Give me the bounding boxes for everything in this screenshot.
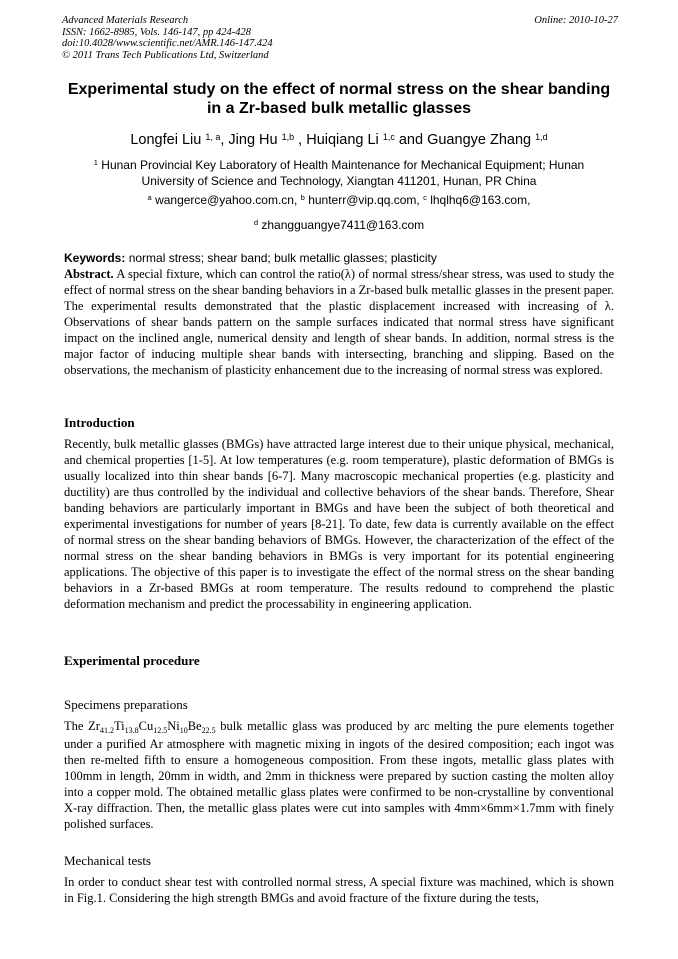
author-sup: 1,b xyxy=(281,132,295,142)
experimental-heading: Experimental procedure xyxy=(64,653,200,668)
text-fragment: bulk metallic glass was produced by arc melting the pure elements together under a purified Ar atmosphere with magnetic mixing in ingots of the desired composition; each ingot was then re-melted fifth to ensure a homogeneous composition. From these ingots, metallic glass plates with 100mm in length, 20mm in width, and 2mm in thickness were prepared by suction casting the molten alloy into a copper mold. The obtained metallic glass plates were confirmed to be non-crystalline by conventional X-ray diffraction. Then, the metallic glass plates were cut into samples with 4mm×6mm×1.7mm with finely polished surfaces. xyxy=(64,719,615,831)
affiliation-line-2: University of Science and Technology, Xiangtan 411201, Hunan, PR China xyxy=(141,174,537,188)
email-sup: a xyxy=(147,193,152,202)
specimens-text xyxy=(64,718,614,832)
author-name: Guangye Zhang xyxy=(427,132,532,148)
text-fragment: The xyxy=(64,719,84,733)
email-sup: c xyxy=(423,193,427,202)
element-sub: 22.5 xyxy=(201,726,216,735)
title-line-2: in a Zr-based bulk metallic glasses xyxy=(206,100,472,117)
author-sup: 1, a xyxy=(205,132,221,142)
copyright-line: © 2011 Trans Tech Publications Ltd, Switzerland xyxy=(62,49,269,61)
element-sub: 10 xyxy=(179,726,188,735)
email-b: hunterr@vip.qq.com, xyxy=(308,193,420,207)
abstract-text: A special fixture, which can control the ratio(λ) of normal stress/shear stress, was used to study the effect of normal stress on the shear banding behaviors in a Zr-based bulk metallic glasses in the present paper. The experimental results demonstrated that the plastic displacement increased with increasing of λ. Observations of shear bands pattern on the sample surfaces indicated that normal stress have significant impact on the inclined angle, numerical density and length of shear bands. In addition, normal stress is the major factor of inducing multiple shear bands with intersecting, branching and slipping. Based on the observations, the mechanism of plasticity enhancement due to the increasing of normal stress was explored. xyxy=(64,267,614,377)
online-date: Online: 2010-10-27 xyxy=(534,15,618,26)
affiliation-sup: 1 xyxy=(93,158,98,167)
element: Zr xyxy=(88,719,100,733)
issn-line: ISSN: 1662-8985, Vols. 146-147, pp 424-428 xyxy=(62,26,251,38)
email-sup: b xyxy=(300,193,305,202)
abstract-label: Abstract. xyxy=(64,267,114,281)
journal-name: Advanced Materials Research xyxy=(62,15,189,26)
email-sup: d xyxy=(253,218,259,227)
element: Ni xyxy=(167,719,180,733)
element: Ti xyxy=(113,719,125,733)
email-a: wangerce@yahoo.com.cn, xyxy=(155,193,298,207)
author-sup: 1,c xyxy=(382,132,395,142)
doi-line: doi:10.4028/www.scientific.net/AMR.146-147.424 xyxy=(62,38,273,49)
affiliation xyxy=(60,157,618,189)
author-sup: 1,d xyxy=(535,132,548,142)
keywords-text: normal stress; shear band; bulk metallic glasses; plasticity xyxy=(128,251,437,265)
introduction-text: Recently, bulk metallic glasses (BMGs) have attracted large interest due to their unique physical, mechanical, and chemical properties [1-5]. At low temperatures (e.g. room temperature), plastic deformation of BMGs is usually localized into thin shear bands [6-7]. Many macroscopic mechanical properties (e.g. plasticity and ductility) are thus controlled by the individual and collective behaviors of the shear bands. Therefore, Shear banding behaviors are particularly important in BMGs and have been the subject of both theoretical and experimental investigations for number of years [8-21]. To date, few data is currently available on the effect of normal stress on the shear banding behaviors of BMGs. However, the characterization of the effect of the normal stress on the shear banding behaviors in BMGs is very important for its potential engineering applications. The objective of this paper is to investigate the effect of the normal stress on the shear banding behaviors in a Zr-based BMGs at room temperature. The results redound to comprehend the plastic deformation mechanism and predict the processability in engineering application. xyxy=(64,437,614,611)
email-d: zhangguangye7411@163.com xyxy=(261,218,425,232)
author-name: Longfei Liu xyxy=(130,132,202,148)
title-line-1: Experimental study on the effect of normal stress on the shear banding xyxy=(67,81,611,98)
paper-title xyxy=(40,80,638,118)
keywords xyxy=(64,251,616,265)
author-name: Jing Hu xyxy=(228,132,278,148)
email-line-2 xyxy=(40,217,638,233)
abstract xyxy=(64,266,614,378)
introduction-heading: Introduction xyxy=(64,415,135,430)
mechanical-text: In order to conduct shear test with controlled normal stress, A special fixture was machined, which is shown in Fig.1. Considering the high strength BMGs and avoid fracture of the fixture during the tests, xyxy=(64,875,614,905)
element: Be xyxy=(187,719,202,733)
alloy-formula xyxy=(88,719,215,733)
author-and: and xyxy=(398,132,424,148)
journal-meta xyxy=(62,15,618,61)
email-line-1 xyxy=(40,192,638,208)
keywords-label: Keywords: xyxy=(64,251,126,265)
element-sub: 12.5 xyxy=(153,726,168,735)
element: Cu xyxy=(138,719,154,733)
author-list: Longfei Liu $^{1, a}$, Jing Hu $^{1,b}$ , Huiqiang Li $^{1,c}$ and Guangye Zhang $^{1,d}$ xyxy=(130,132,548,148)
mechanical-heading: Mechanical tests xyxy=(64,853,151,868)
author-name: Huiqiang Li xyxy=(306,132,379,148)
specimens-heading: Specimens preparations xyxy=(64,697,188,712)
element-sub: 13.8 xyxy=(124,726,139,735)
affiliation-line-1: Hunan Provincial Key Laboratory of Health Maintenance for Mechanical Equipment; Hunan xyxy=(101,158,585,172)
email-c: lhqlhq6@163.com, xyxy=(430,193,531,207)
element-sub: 41.2 xyxy=(99,726,114,735)
